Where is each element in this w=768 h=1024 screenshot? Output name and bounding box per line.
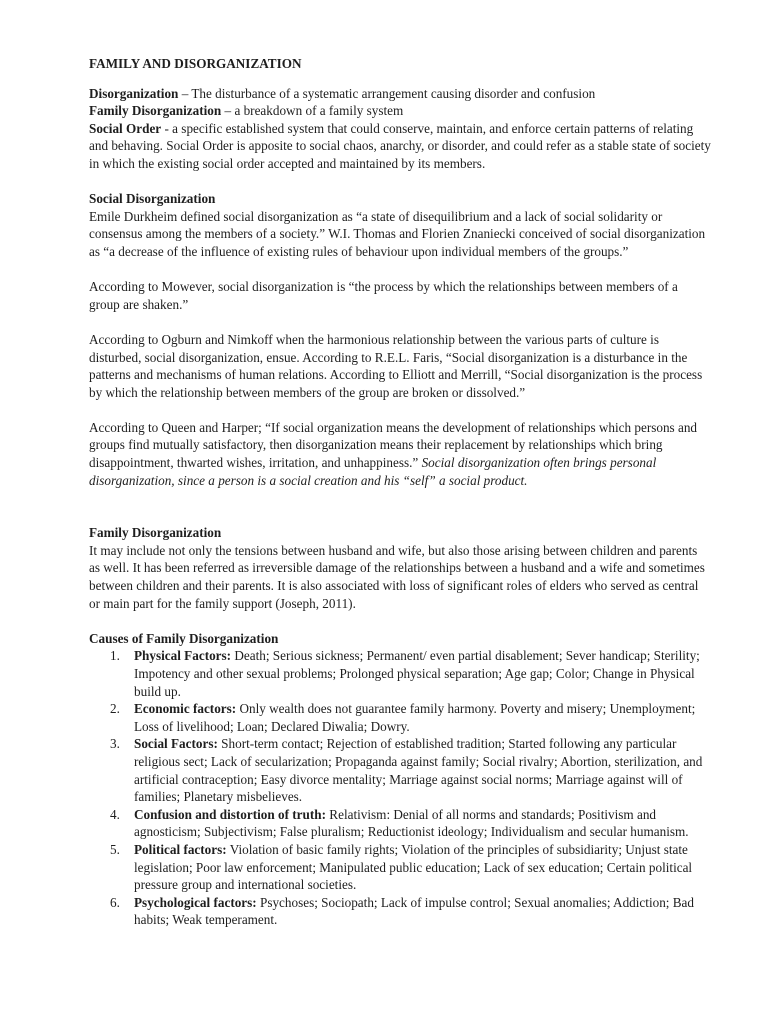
paragraph-family-disorganization: It may include not only the tensions between husband and wife, but also those arising between children and parents as well. It has been referred as irreversible damage of the relationships between a husband and a wife and sometimes between children and their parents. It is also associated with loss of significant roles of elders who served as central or main part for the family support (Joseph, 2011). <box>89 542 705 611</box>
paragraph-ogburn: According to Ogburn and Nimkoff when the harmonious relationship between the various parts of culture is disturbed, social disorganization, ensue. According to R.E.L. Faris, “Social disorganization is a disturbance in the patterns and mechanisms of human relations. According to Elliott and Merrill, “Social disorganization is the process by which the relationship between members of the group are broken or dissolved.” <box>89 331 703 400</box>
definition-disorganization: Disorganization – The disturbance of a systematic arrangement causing disorder and confusion <box>89 85 596 101</box>
italic-quote: Social disorganization often brings personal disorganization, since a person is a social creation and his “self” a social product. <box>89 455 657 488</box>
list-item: 4. Confusion and distortion of truth: Relativism: Denial of all norms and standards; Positivism and agnosticism; Subjectivism; False pluralism; Reductionist ideology; Individualism and secular humanism. <box>110 806 689 840</box>
document-page <box>89 55 711 929</box>
document-title: FAMILY AND DISORGANIZATION <box>89 56 302 71</box>
definition-term: Social Order <box>89 120 162 136</box>
section-heading-family-disorganization: Family Disorganization <box>89 525 222 541</box>
paragraph-queen-harper: According to Queen and Harper; “If social organization means the development of relationships which persons and groups find mutually satisfactory, then disorganization means their replacement by relationships which bring disappointment, thwarted wishes, irritation, and unhappiness.” Social disorganization often brings personal disorganization, since a person is a social creation and his “self” a social product. <box>89 419 698 488</box>
paragraph-mowever: According to Mowever, social disorganization is “the process by which the relationships between members of a group are shaken.” <box>89 279 678 312</box>
list-item: 5. Political factors: Violation of basic family rights; Violation of the principles of subsidiarity; Unjust state legislation; Poor law enforcement; Manipulated public education; Lack of sex education; Certain political pressure group and international societies. <box>110 841 693 893</box>
definition-text: The disturbance of a systematic arrangement causing disorder and confusion <box>191 85 596 101</box>
definition-term: Family Disorganization <box>89 103 222 119</box>
list-item: 6. Psychological factors: Psychoses; Sociopath; Lack of impulse control; Sexual anomalies; Addiction; Bad habits; Weak temperament. <box>110 894 695 928</box>
definition-family-disorganization: Family Disorganization – a breakdown of a family system <box>89 103 404 119</box>
definition-text: a specific established system that could conserve, maintain, and enforce certain patterns of relating and behaving. Social Order is apposite to social chaos, anarchy, or disorder, and could refer as a stable state of society in which the existing social order accepted and maintained by its members. <box>89 120 711 171</box>
causes-list <box>89 647 711 929</box>
list-item: 3. Social Factors: Short-term contact; Rejection of established tradition; Started following any particular religious sect; Lack of secularization; Propaganda against family; Social rivalry; Abortion, sterilization, and artificial contraception; Easy divorce mentality; Marriage against social norms; Marriage against will of families; Planetary misbelieves. <box>110 736 703 805</box>
list-item: 2. Economic factors: Only wealth does not guarantee family harmony. Poverty and misery; Unemployment; Loss of livelihood; Loan; Declared Diwalia; Dowry. <box>110 701 696 734</box>
definition-text: a breakdown of a family system <box>234 103 404 119</box>
definition-social-order: Social Order - a specific established system that could conserve, maintain, and enforce certain patterns of relating and behaving. Social Order is apposite to social chaos, anarchy, or disorder, and could refer as a stable state of society in which the existing social order accepted and maintained by its members. <box>89 120 711 171</box>
section-heading-causes: Causes of Family Disorganization <box>89 630 279 646</box>
section-heading-social-disorganization: Social Disorganization <box>89 191 216 207</box>
definition-term: Disorganization <box>89 85 179 101</box>
list-item: 1. Physical Factors: Death; Serious sickness; Permanent/ even partial disablement; Sever handicap; Sterility; Impotency and other sexual problems; Prolonged physical separation; Age gap; Color; Change in Physical build up. <box>110 648 700 699</box>
paragraph-durkheim: Emile Durkheim defined social disorganization as “a state of disequilibrium and a lack of social solidarity or consensus among the members of a society.” W.I. Thomas and Florien Znaniecki conceived of social disorganization as “a decrease of the influence of existing rules of behaviour upon individual members of the groups.” <box>89 208 706 259</box>
